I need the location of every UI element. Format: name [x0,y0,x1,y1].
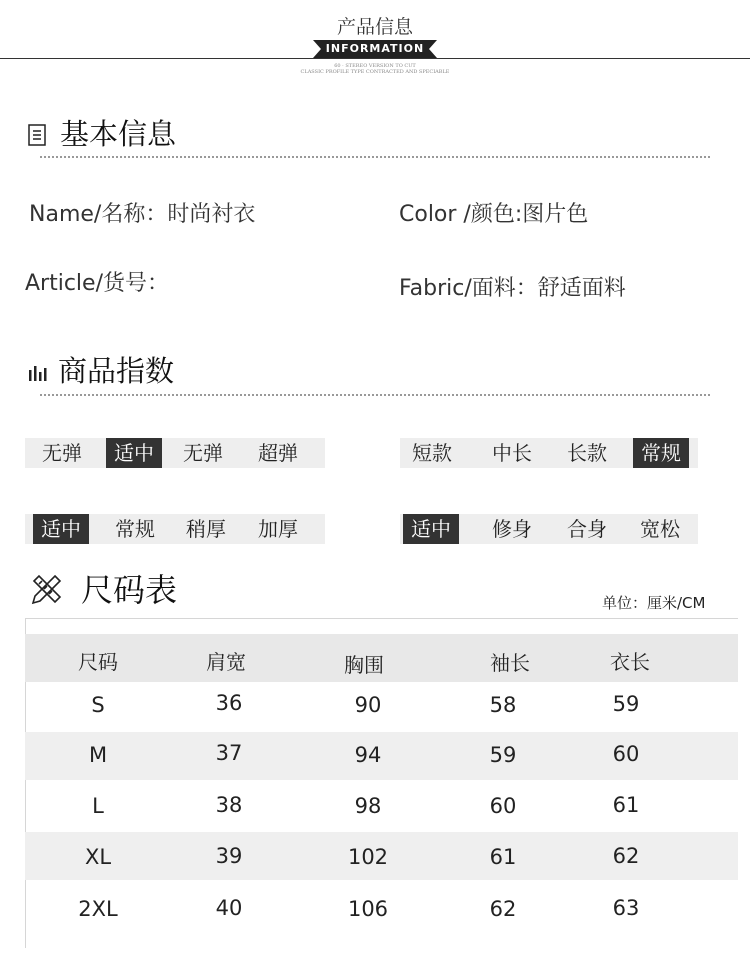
table-cell: 58 [489,693,517,717]
fit-option-selected: 适中 [403,514,459,544]
table-row [25,880,738,940]
table-cell: 36 [215,691,243,715]
table-cell: 37 [215,741,243,765]
table-cell: 61 [612,793,640,817]
elasticity-option-selected: 适中 [106,438,162,468]
table-cell: 40 [215,896,243,920]
table-cell: L [92,794,104,818]
table-cell: 63 [612,896,640,920]
document-icon [28,124,46,146]
table-cell: 94 [354,743,382,767]
color-field: Color /颜色:图片色 [399,202,589,227]
column-header: 尺码 [78,650,118,674]
thickness-option-selected: 适中 [33,514,89,544]
column-header: 胸围 [344,653,384,677]
table-row [25,732,738,780]
length-index-bar [400,438,698,468]
table-cell: S [91,693,105,717]
thickness-option: 常规 [115,517,155,541]
thickness-index-bar [25,514,325,544]
product-index-divider [40,394,710,396]
header-rule [0,58,750,59]
column-header: 袖长 [490,651,530,675]
table-cell: 102 [347,845,389,869]
fit-option: 合身 [567,517,607,541]
table-cell: 60 [489,794,517,818]
table-cell: 2XL [78,897,118,921]
table-cell: M [88,743,108,767]
table-cell: 106 [347,897,389,921]
table-cell: 39 [215,844,243,868]
header-title: 产品信息 [336,16,413,38]
table-row [25,780,738,832]
fit-option: 宽松 [640,517,680,541]
product-index-title: 商品指数 [58,354,175,388]
information-badge-label: INFORMATION [325,42,425,55]
length-option-selected: 常规 [633,438,689,468]
fit-index-bar [400,514,698,544]
length-option: 短款 [412,441,452,465]
table-cell: 62 [612,844,640,868]
table-cell: 90 [354,693,382,717]
length-option: 长款 [567,441,607,465]
fit-option: 修身 [492,517,532,541]
elasticity-option: 无弹 [183,441,223,465]
header-tiny-line-2: CLASSIC PROFILE TYPE CONTRACTED AND SPECIABLE [300,69,450,75]
header-tiny-line-1: 60 · STEREO VERSION TO CUT [334,63,416,69]
thickness-option: 加厚 [258,517,298,541]
table-row [25,832,738,880]
column-header: 肩宽 [206,650,246,674]
fabric-field: Fabric/面料：舒适面料 [399,276,626,301]
table-row [25,682,738,732]
elasticity-option: 无弹 [42,441,82,465]
table-cell: 98 [354,794,382,818]
size-table-top-border [25,618,738,619]
elasticity-option: 超弹 [258,441,298,465]
thickness-option: 稍厚 [186,517,226,541]
table-cell: 61 [489,845,517,869]
size-chart-title: 尺码表 [81,571,178,609]
basic-info-divider [40,156,710,158]
table-cell: 38 [215,793,243,817]
bar-chart-icon [29,363,47,381]
basic-info-title: 基本信息 [60,117,177,151]
column-header: 衣长 [610,650,650,674]
size-unit-label: 单位：厘米/CM [602,594,706,612]
table-cell: XL [84,845,112,869]
elasticity-index-bar [25,438,325,468]
table-cell: 62 [489,897,517,921]
ruler-pencil-icon [30,572,64,606]
article-field: Article/货号： [25,271,169,296]
table-cell: 60 [612,742,640,766]
table-cell: 59 [612,692,640,716]
length-option: 中长 [492,441,532,465]
size-table-header [25,634,738,682]
name-field: Name/名称：时尚衬衣 [29,202,256,227]
table-cell: 59 [489,743,517,767]
